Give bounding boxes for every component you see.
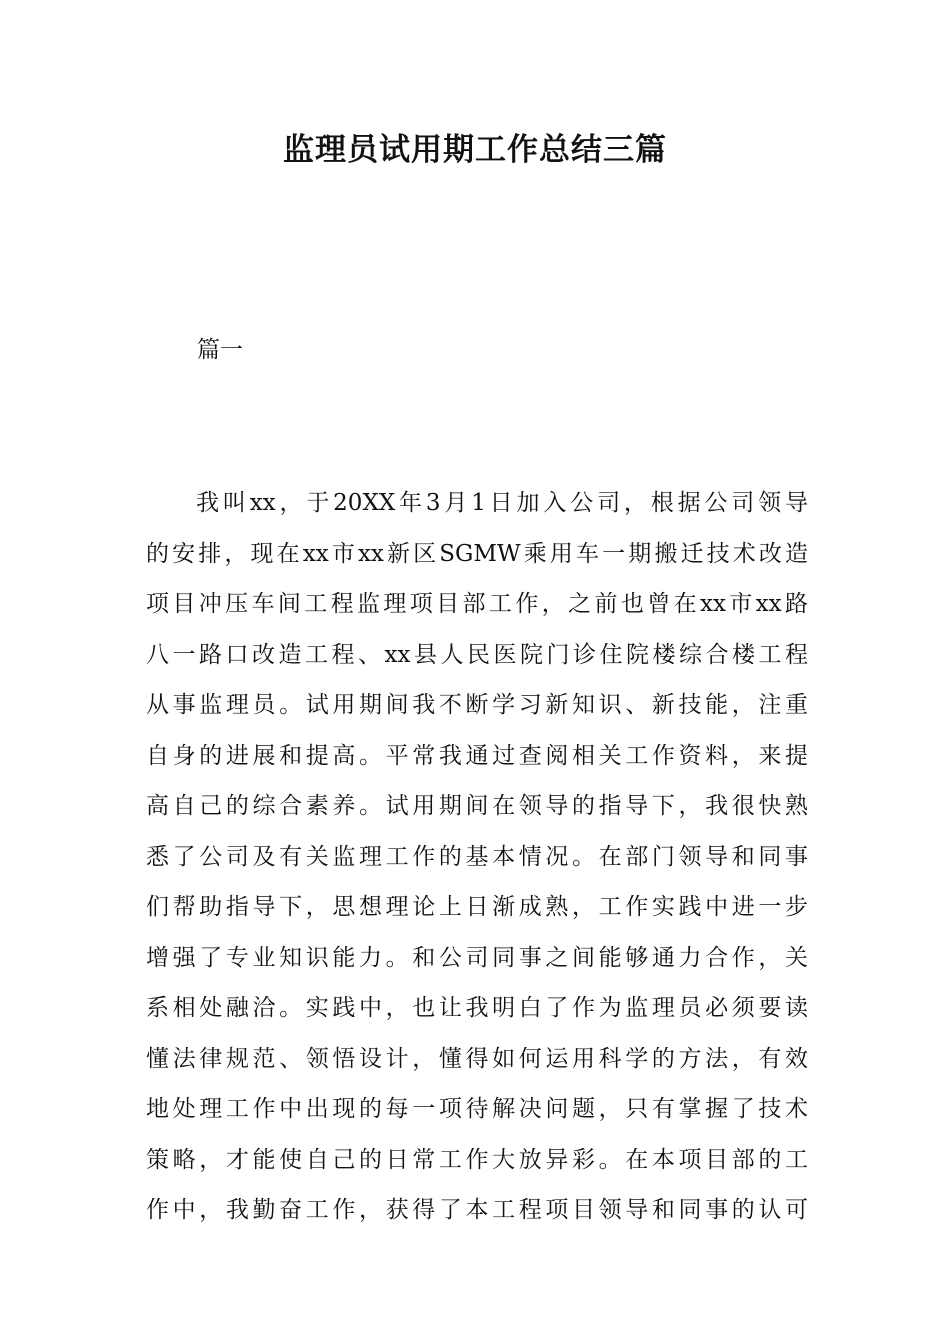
paragraph-line: 系相处融洽。实践中，也让我明白了作为监理员必须要读 (146, 995, 808, 1021)
paragraph-line: 策略，才能使自己的日常工作大放异彩。在本项目部的工 (146, 1146, 808, 1173)
paragraph-line: 八一路口改造工程、xx县人民医院门诊住院楼综合楼工程 (146, 641, 808, 668)
paragraph-line: 懂法律规范、领悟设计，懂得如何运用科学的方法，有效 (146, 1045, 808, 1072)
paragraph-line: 悉了公司及有关监理工作的基本情况。在部门领导和同事 (146, 843, 808, 870)
body-paragraph (146, 478, 808, 1236)
paragraph-line: 自身的进展和提高。平常我通过查阅相关工作资料，来提 (146, 742, 808, 769)
paragraph-line: 地处理工作中出现的每一项待解决问题，只有掌握了技术 (146, 1096, 808, 1122)
paragraph-line: 从事监理员。试用期间我不断学习新知识、新技能，注重 (146, 692, 808, 718)
section-heading: 篇一 (197, 337, 243, 363)
paragraph-line: 我叫xx，于20XX年3月1日加入公司，根据公司领导 (196, 490, 808, 516)
paragraph-line: 高自己的综合素养。试用期间在领导的指导下，我很快熟 (146, 793, 808, 819)
paragraph-line: 的安排，现在xx市xx新区SGMW乘用车一期搬迁技术改造 (146, 540, 808, 567)
paragraph-line: 们帮助指导下，思想理论上日渐成熟，工作实践中进一步 (146, 894, 808, 920)
paragraph-line: 增强了专业知识能力。和公司同事之间能够通力合作，关 (146, 944, 808, 971)
paragraph-line: 作中，我勤奋工作，获得了本工程项目领导和同事的认可 (146, 1197, 808, 1223)
document-title: 监理员试用期工作总结三篇 (283, 132, 667, 168)
paragraph-line: 项目冲压车间工程监理项目部工作，之前也曾在xx市xx路 (146, 591, 808, 617)
